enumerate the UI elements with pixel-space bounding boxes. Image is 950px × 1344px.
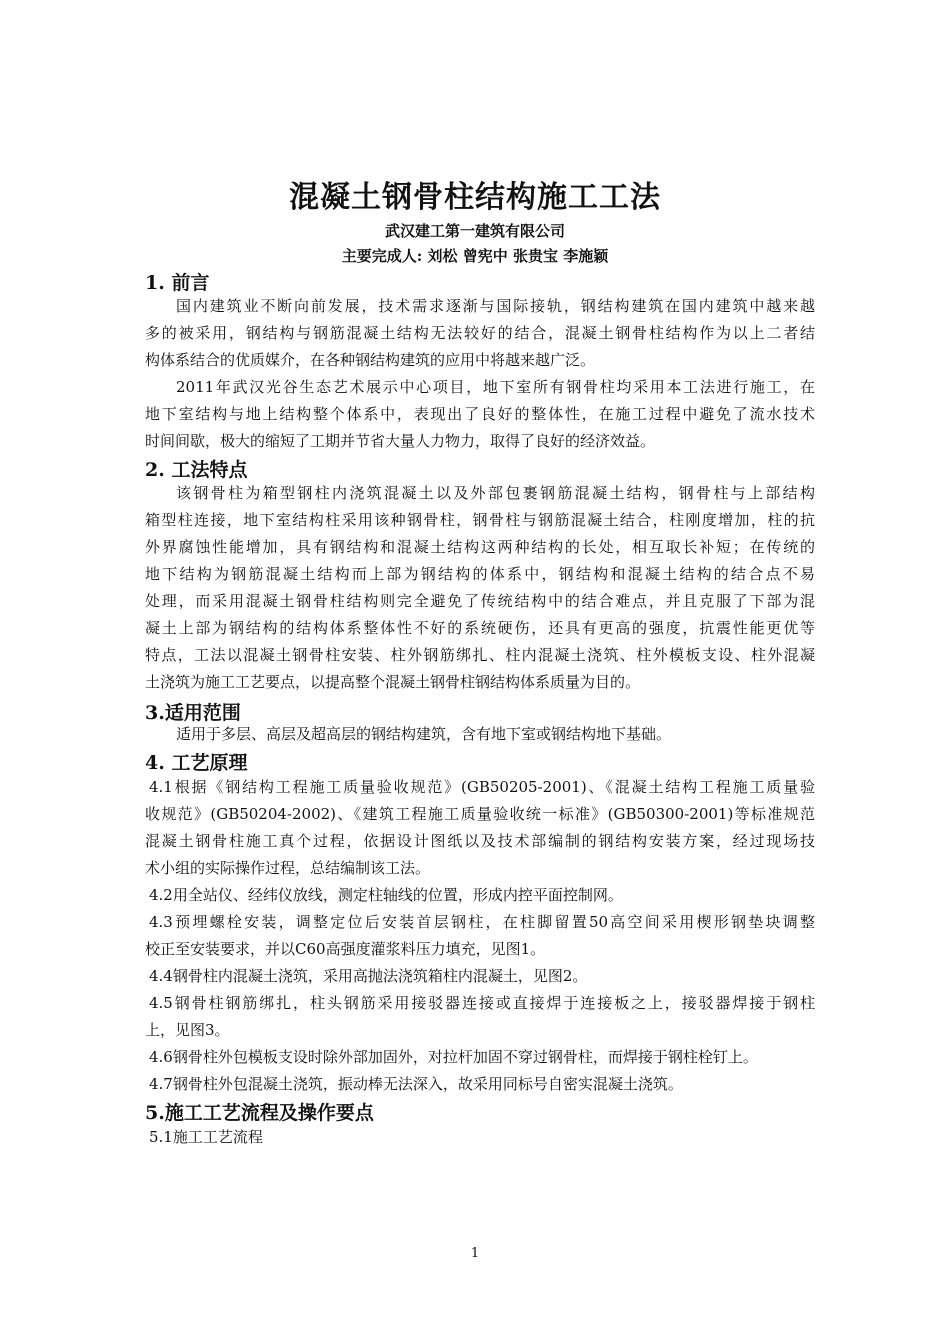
paragraph-line: 4.4钢骨柱内混凝土浇筑，采用高抛法浇筑箱柱内混凝土，见图2。	[149, 967, 588, 985]
paragraph-line: 4.7钢骨柱外包混凝土浇筑，振动棒无法深入，故采用同标号自密实混凝土浇筑。	[149, 1075, 683, 1093]
section-heading-4: 4. 工艺原理	[145, 752, 248, 774]
paragraph-line: 地下室结构与地上结构整个体系中，表现出了良好的整体性，在施工过程中避免了流水技术	[145, 405, 815, 423]
paragraph-line: 特点，工法以混凝土钢骨柱安装、柱外钢筋绑扎、柱内混凝土浇筑、柱外模板支设、柱外混凝	[145, 646, 815, 664]
paragraph-line: 外界腐蚀性能增加，具有钢结构和混凝土结构这两种结构的长处，相互取长补短；在传统的	[145, 538, 815, 556]
paragraph-line: 适用于多层、高层及超高层的钢结构建筑，含有地下室或钢结构地下基础。	[176, 725, 672, 743]
paragraph-line: 混凝土钢骨柱施工真个过程，依据设计图纸以及技术部编制的钢结构安装方案，经过现场技	[145, 832, 815, 850]
paragraph-line: 构体系结合的优质媒介，在各种钢结构建筑的应用中将越来越广泛。	[145, 351, 596, 369]
paragraph-line: 4.1根据《钢结构工程施工质量验收规范》(GB50205-2001)、《混凝土结构工程施工质量验	[149, 778, 815, 796]
paragraph-line: 4.6钢骨柱外包模板支设时除外部加固外，对拉杆加固不穿过钢骨柱，而焊接于钢柱栓钉上。	[149, 1048, 758, 1066]
section-heading-5: 5.施工工艺流程及操作要点	[145, 1102, 374, 1124]
paragraph-line: 国内建筑业不断向前发展，技术需求逐渐与国际接轨，钢结构建筑在国内建筑中越来越	[176, 297, 815, 315]
paragraph-line: 校正至安装要求，并以C60高强度灌浆料压力填充，见图1。	[145, 940, 546, 958]
paragraph-line: 箱型柱连接，地下室结构柱采用该种钢骨柱，钢骨柱与钢筋混凝土结合，柱刚度增加，柱的抗	[145, 511, 815, 529]
paragraph-line: 时间间歇，极大的缩短了工期并节省大量人力物力，取得了良好的经济效益。	[145, 432, 656, 450]
section-heading-1: 1. 前言	[145, 272, 210, 294]
document-title: 混凝土钢骨柱结构施工工法	[289, 180, 661, 215]
page-number: 1	[470, 1246, 480, 1261]
paragraph-line: 凝土上部为钢结构的结构体系整体性不好的系统硬伤，还具有更高的强度，抗震性能更优等	[145, 619, 815, 637]
paragraph-line: 土浇筑为施工工艺要点，以提高整个混凝土钢骨柱钢结构体系质量为目的。	[145, 673, 641, 691]
company-name: 武汉建工第一建筑有限公司	[384, 222, 565, 240]
paragraph-line: 4.2用全站仪、经纬仪放线，测定柱轴线的位置，形成内控平面控制网。	[149, 886, 623, 904]
paragraph-line: 该钢骨柱为箱型钢柱内浇筑混凝土以及外部包裹钢筋混凝土结构，钢骨柱与上部结构	[176, 484, 815, 502]
paragraph-line: 2011年武汉光谷生态艺术展示中心项目，地下室所有钢骨柱均采用本工法进行施工，在	[176, 378, 815, 396]
paragraph-line: 5.1施工工艺流程	[149, 1128, 263, 1146]
paragraph-line: 术小组的实际操作过程，总结编制该工法。	[145, 859, 431, 877]
paragraph-line: 4.3预埋螺栓安装，调整定位后安装首层钢柱，在柱脚留置50高空间采用楔形钢垫块调整	[149, 913, 815, 931]
paragraph-line: 处理，而采用混凝土钢骨柱结构则完全避免了传统结构中的结合难点，并且克服了下部为混	[145, 592, 815, 610]
authors-line: 主要完成人: 刘松 曾宪中 张贵宝 李施颖	[341, 247, 609, 265]
section-heading-2: 2. 工法特点	[145, 459, 248, 481]
paragraph-line: 4.5钢骨柱钢筋绑扎，柱头钢筋采用接驳器连接或直接焊于连接板之上，接驳器焊接于钢柱	[149, 994, 815, 1012]
paragraph-line: 多的被采用，钢结构与钢筋混凝土结构无法较好的结合，混凝土钢骨柱结构作为以上二者结	[145, 324, 815, 342]
paragraph-line: 收规范》(GB50204-2002)、《建筑工程施工质量验收统一标准》(GB50300-2001)等标准规范	[145, 805, 815, 823]
paragraph-line: 地下结构为钢筋混凝土结构而上部为钢结构的体系中，钢结构和混凝土结构的结合点不易	[145, 565, 815, 583]
paragraph-line: 上，见图3。	[145, 1021, 230, 1039]
section-heading-3: 3.适用范围	[145, 702, 241, 724]
